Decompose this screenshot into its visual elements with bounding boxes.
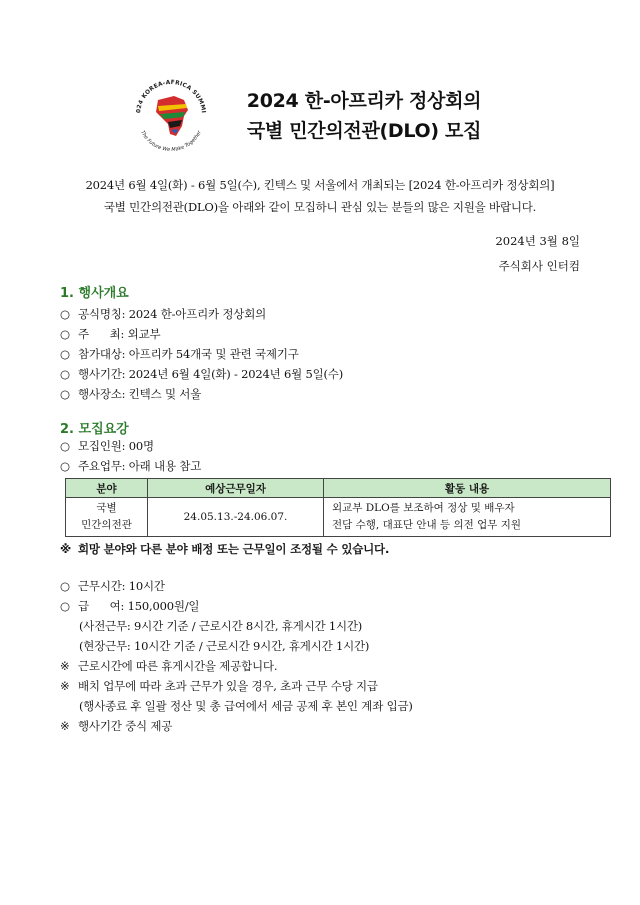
notice-bold: ※ 희망 분야와 다른 분야 배정 또는 근무일이 조정될 수 있습니다. <box>60 542 390 556</box>
note-mark-icon: ※ <box>60 659 70 673</box>
company-name: 주식회사 인터컴 <box>498 259 580 273</box>
circle-bullet-icon: ○ <box>60 387 70 401</box>
note-mark-icon: ※ <box>60 542 71 556</box>
list-item: ○ 행사기간: 2024년 6월 4일(화) - 2024년 6월 5일(수) <box>60 367 344 381</box>
logo-ring-top: 024 KOREA-AFRICA SUMMI <box>136 79 206 114</box>
circle-bullet-icon: ○ <box>60 579 70 593</box>
duty-table <box>65 478 611 537</box>
note-item: ※ 행사기간 중식 제공 <box>60 719 173 733</box>
pay-detail: (사전근무: 9시간 기준 / 근로시간 8시간, 휴게시간 1시간) <box>79 619 363 633</box>
pay-detail: (현장근무: 10시간 기준 / 근로시간 9시간, 휴게시간 1시간) <box>79 639 370 653</box>
circle-bullet-icon: ○ <box>60 459 70 473</box>
list-item: ○ 주 최: 외교부 <box>60 327 161 341</box>
section-heading-recruitment: 2. 모집요강 <box>60 422 129 437</box>
africa-map-icon <box>156 96 188 136</box>
note-item: ※ 배치 업무에 따라 초과 근무가 있을 경우, 초과 근무 수당 지급 <box>60 679 378 693</box>
intro-line: 2024년 6월 4일(화) - 6월 5일(수), 킨텍스 및 서울에서 개최되는 [2024 한-아프리카 정상회의] <box>85 178 555 192</box>
circle-bullet-icon: ○ <box>60 367 70 381</box>
table-row <box>66 498 611 537</box>
list-item: ○ 급 여: 150,000원/일 <box>60 599 200 613</box>
note-mark-icon: ※ <box>60 679 70 693</box>
summit-logo <box>128 72 214 158</box>
circle-bullet-icon: ○ <box>60 599 70 613</box>
table-cell-dates: 24.05.13.-24.06.07. <box>148 498 324 537</box>
intro-paragraph <box>60 174 580 218</box>
intro-line: 국별 민간의전관(DLO)을 아래와 같이 모집하니 관심 있는 분들의 많은 지원을 바랍니다. <box>103 200 537 214</box>
table-cell-activity: 외교부 DLO를 보조하여 정상 및 배우자 전담 수행, 대표단 안내 등 의전 업무 지원 <box>324 498 611 537</box>
circle-bullet-icon: ○ <box>60 307 70 321</box>
list-item: ○ 참가대상: 아프리카 54개국 및 관련 국제기구 <box>60 347 299 361</box>
table-header-cell: 분야 <box>66 479 148 498</box>
circle-bullet-icon: ○ <box>60 439 70 453</box>
post-date: 2024년 3월 8일 <box>495 234 580 248</box>
page-subtitle: 국별 민간의전관(DLO) 모집 <box>246 120 482 142</box>
table-cell-field: 국별 민간의전관 <box>66 498 148 537</box>
table-header-cell: 예상근무일자 <box>148 479 324 498</box>
table-header-row <box>66 479 611 498</box>
list-item: ○ 주요업무: 아래 내용 참고 <box>60 459 202 473</box>
section-heading-overview: 1. 행사개요 <box>60 286 129 301</box>
table-header-cell: 활동 내용 <box>324 479 611 498</box>
page-title: 2024 한-아프리카 정상회의 <box>246 90 482 112</box>
circle-bullet-icon: ○ <box>60 347 70 361</box>
note-item: ※ 근로시간에 따른 휴게시간을 제공합니다. <box>60 659 278 673</box>
logo-ring-bottom: The Future We Make Together <box>139 129 203 154</box>
list-item: ○ 행사장소: 킨텍스 및 서울 <box>60 387 202 401</box>
note-mark-icon: ※ <box>60 719 70 733</box>
note-detail: (행사종료 후 일괄 정산 및 총 급여에서 세금 공제 후 본인 계좌 입금) <box>79 699 413 713</box>
list-item: ○ 근무시간: 10시간 <box>60 579 165 593</box>
list-item: ○ 모집인원: 00명 <box>60 439 154 453</box>
circle-bullet-icon: ○ <box>60 327 70 341</box>
list-item: ○ 공식명칭: 2024 한-아프리카 정상회의 <box>60 307 267 321</box>
